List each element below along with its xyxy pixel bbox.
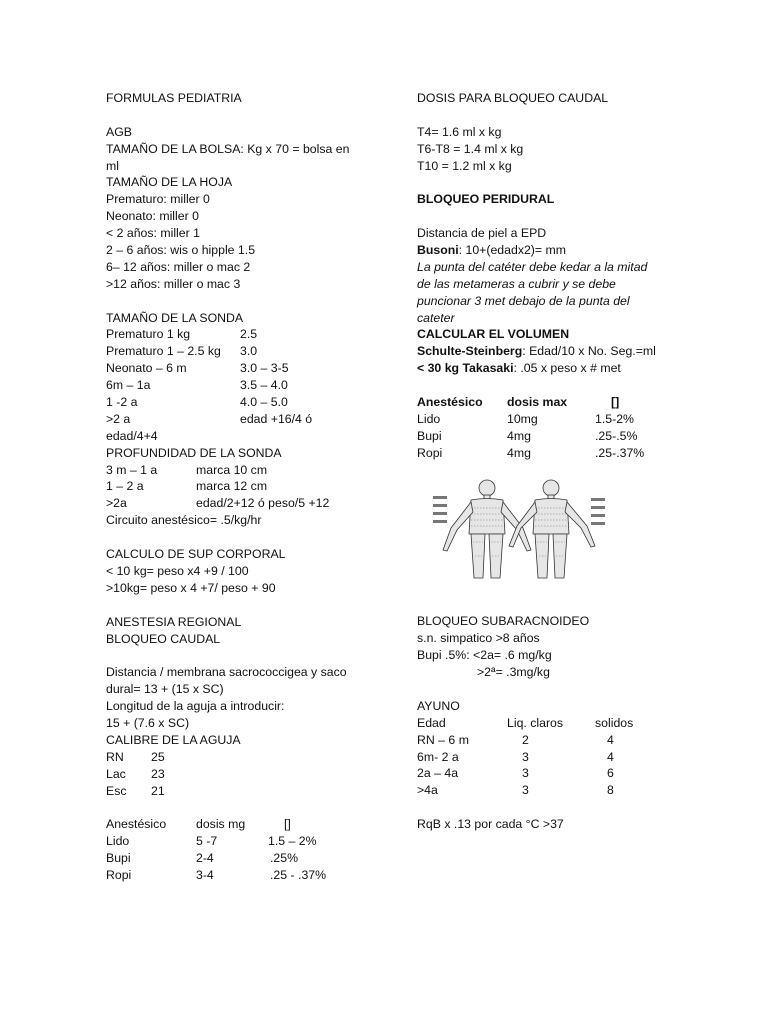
profundidad-row: >2a edad/2+12 ó peso/5 +12 bbox=[106, 496, 330, 511]
bolsa-line-1: TAMAÑO DE LA BOLSA: Kg x 70 = bolsa en bbox=[106, 141, 350, 156]
profundidad-row: 1 – 2 a marca 12 cm bbox=[106, 479, 268, 494]
subaracnoideo-line: Bupi .5%: <2a= .6 mg/kg bbox=[417, 648, 552, 663]
caudal-dose-item: T6-T8 = 1.4 ml x kg bbox=[417, 141, 524, 156]
sonda-continuation: edad/4+4 bbox=[106, 428, 158, 443]
ayuno-heading: AYUNO bbox=[417, 698, 460, 713]
hoja-item: 6– 12 años: miller o mac 2 bbox=[106, 259, 251, 274]
subaracnoideo-line: s.n. simpatico >8 años bbox=[417, 631, 540, 646]
cateter-note: puncionar 3 met debajo de la punta del bbox=[417, 293, 630, 308]
distancia-line-2: dural= 13 + (15 x SC) bbox=[106, 682, 224, 697]
page-title: FORMULAS PEDIATRIA bbox=[106, 91, 242, 105]
agb-heading: AGB bbox=[106, 124, 132, 139]
sup-corporal-line: >10kg= peso x 4 +7/ peso + 90 bbox=[106, 580, 276, 595]
hoja-item: < 2 años: miller 1 bbox=[106, 226, 200, 241]
ayuno-row: 6m- 2 a 3 4 bbox=[417, 749, 614, 764]
distancia-epd: Distancia de piel a EPD bbox=[417, 226, 547, 241]
anestesico-row: Ropi 3-4 .25 - .37% bbox=[106, 867, 327, 882]
peridural-row: Bupi 4mg .25-.5% bbox=[417, 428, 638, 443]
anestesico-header-row: Anestésico dosis mg [] bbox=[106, 817, 291, 832]
regional-heading: ANESTESIA REGIONAL bbox=[106, 614, 242, 629]
longitud-line-1: Longitud de la aguja a introducir: bbox=[106, 699, 285, 714]
caudal-dose-item: T4= 1.6 ml x kg bbox=[417, 124, 502, 139]
sonda-row: Neonato – 6 m 3.0 – 3-5 bbox=[106, 361, 289, 376]
schulte-line: Schulte-Steinberg: Edad/10 x No. Seg.=ml bbox=[417, 344, 656, 359]
peridural-heading: BLOQUEO PERIDURAL bbox=[417, 192, 555, 207]
sonda-row: Prematuro 1 – 2.5 kg 3.0 bbox=[106, 344, 258, 359]
ayuno-header-row: Edad Liq. claros solidos bbox=[417, 715, 634, 730]
takasaki-line: < 30 kg Takasaki: .05 x peso x # met bbox=[417, 361, 621, 376]
right-column bbox=[417, 90, 677, 833]
subaracnoideo-line: >2ª= .3mg/kg bbox=[477, 665, 550, 680]
peridural-header-row: Anestésico dosis max [] bbox=[417, 395, 620, 410]
calibre-row: RN 25 bbox=[106, 749, 165, 764]
profundidad-row: 3 m – 1 a marca 10 cm bbox=[106, 462, 268, 477]
peridural-row: Lido 10mg 1.5-2% bbox=[417, 411, 634, 426]
ayuno-row: >4a 3 8 bbox=[417, 783, 614, 798]
calibre-row: Esc 21 bbox=[106, 783, 165, 798]
ayuno-row: 2a – 4a 3 6 bbox=[417, 766, 614, 781]
circuito-line: Circuito anestésico= .5/kg/hr bbox=[106, 513, 262, 528]
sup-corporal-heading: CALCULO DE SUP CORPORAL bbox=[106, 547, 286, 562]
ayuno-row: RN – 6 m 2 4 bbox=[417, 732, 614, 747]
caudal-dose-item: T10 = 1.2 ml x kg bbox=[417, 158, 512, 173]
hoja-item: Neonato: miller 0 bbox=[106, 209, 199, 224]
rqb-line: RqB x .13 por cada °C >37 bbox=[417, 817, 564, 832]
anestesico-row: Bupi 2-4 .25% bbox=[106, 851, 299, 866]
bolsa-line-2: ml bbox=[106, 158, 119, 173]
subaracnoideo-heading: BLOQUEO SUBARACNOIDEO bbox=[417, 614, 590, 629]
anestesico-row: Lido 5 -7 1.5 – 2% bbox=[106, 834, 317, 849]
cateter-note: La punta del catéter debe kedar a la mitad bbox=[417, 259, 648, 274]
sonda-row: 1 -2 a 4.0 – 5.0 bbox=[106, 395, 288, 410]
calibre-row: Lac 23 bbox=[106, 766, 165, 781]
calibre-heading: CALIBRE DE LA AGUJA bbox=[106, 732, 241, 747]
hoja-heading: TAMAÑO DE LA HOJA bbox=[106, 175, 233, 190]
longitud-line-2: 15 + (7.6 x SC) bbox=[106, 715, 190, 730]
sonda-row: 6m – 1a 3.5 – 4.0 bbox=[106, 378, 288, 393]
hoja-item: 2 – 6 años: wis o hipple 1.5 bbox=[106, 243, 256, 258]
hoja-item: Prematuro: miller 0 bbox=[106, 192, 210, 207]
distancia-line-1: Distancia / membrana sacrococcigea y saco bbox=[106, 665, 347, 680]
cateter-note: cateter bbox=[417, 310, 455, 325]
left-column bbox=[106, 90, 396, 884]
caudal-heading: BLOQUEO CAUDAL bbox=[106, 631, 221, 646]
profundidad-heading: PROFUNDIDAD DE LA SONDA bbox=[106, 445, 282, 460]
sup-corporal-line: < 10 kg= peso x4 +9 / 100 bbox=[106, 563, 249, 578]
sonda-row: Prematuro 1 kg 2.5 bbox=[106, 327, 258, 342]
volumen-heading: CALCULAR EL VOLUMEN bbox=[417, 327, 570, 342]
sonda-row: >2 a edad +16/4 ó bbox=[106, 411, 313, 426]
caudal-dose-heading: DOSIS PARA BLOQUEO CAUDAL bbox=[417, 91, 609, 105]
dermatome-chart-image bbox=[429, 476, 609, 580]
cateter-note: de las metameras a cubrir y se debe bbox=[417, 276, 616, 291]
busoni-line: Busoni: 10+(edadx2)= mm bbox=[417, 243, 566, 258]
hoja-item: >12 años: miller o mac 3 bbox=[106, 276, 241, 291]
peridural-row: Ropi 4mg .25-.37% bbox=[417, 445, 645, 460]
sonda-heading: TAMAÑO DE LA SONDA bbox=[106, 310, 244, 325]
